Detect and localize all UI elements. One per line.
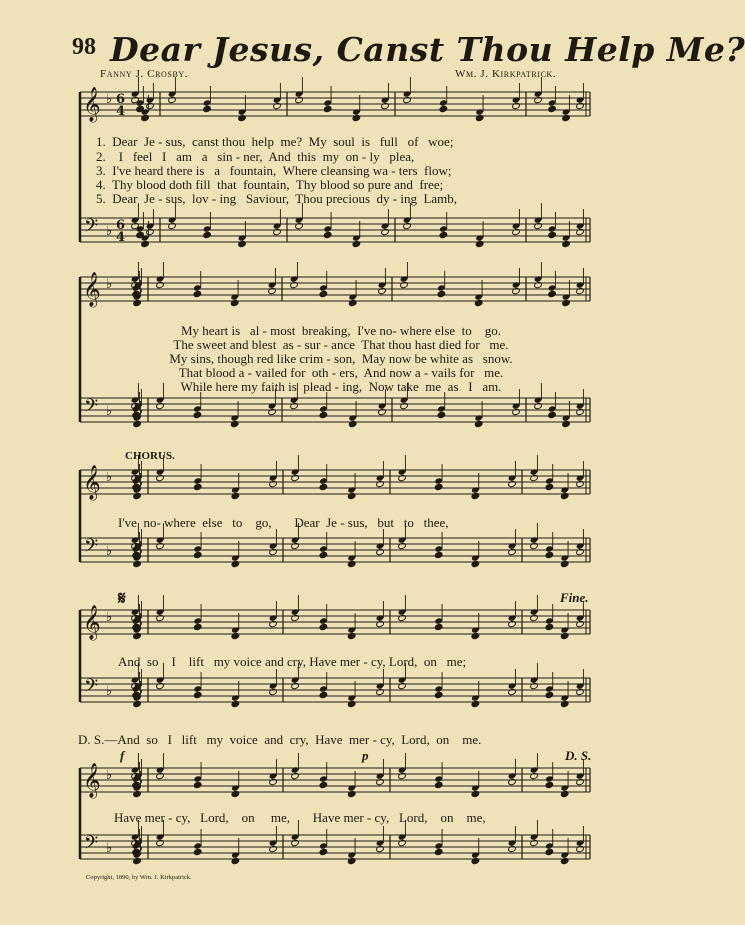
treble-clef-icon: 𝄞 — [83, 465, 101, 500]
bass-4-notehead — [156, 839, 165, 846]
bass-4-notehead — [560, 857, 569, 864]
treble-1-notehead — [400, 281, 409, 288]
treble-3-notehead — [376, 620, 385, 627]
treble-4-notehead — [576, 778, 585, 785]
bass-1-notehead — [378, 408, 387, 415]
bass-0-notehead — [141, 240, 150, 247]
flat-key-icon: ♭ — [106, 470, 113, 485]
verse-1-line-a: 1. Dear Je - sus, canst thou help me? My soul is full of woe; — [96, 134, 454, 149]
bass-3-notehead — [269, 688, 278, 695]
treble-clef-icon: 𝄞 — [83, 763, 101, 798]
treble-2-notehead — [133, 492, 142, 499]
treble-3-notehead — [347, 632, 356, 639]
treble-4-notehead — [508, 778, 517, 785]
treble-2-notehead — [471, 492, 480, 499]
treble-0-notehead — [534, 96, 543, 103]
flat-key-icon: ♭ — [106, 92, 113, 107]
treble-3-notehead — [530, 614, 539, 621]
treble-2-notehead — [347, 492, 356, 499]
treble-0-notehead — [381, 102, 390, 109]
treble-0-notehead — [146, 102, 155, 109]
treble-0-notehead — [562, 114, 571, 121]
treble-2-notehead — [376, 480, 385, 487]
verse-1-line-b: My heart is al - most breaking, I've no- where else to go. — [180, 323, 502, 338]
treble-2-notehead — [269, 480, 278, 487]
treble-3-notehead — [291, 614, 300, 621]
flat-key-icon: ♭ — [106, 841, 113, 856]
treble-3-notehead — [398, 614, 407, 621]
bass-4-notehead — [434, 848, 443, 855]
bass-1-notehead — [230, 420, 239, 427]
treble-4-notehead — [471, 790, 480, 797]
treble-0-notehead — [439, 105, 448, 112]
treble-0-notehead — [548, 105, 557, 112]
bass-1-notehead — [193, 411, 202, 418]
treble-1-notehead — [230, 299, 239, 306]
treble-1-notehead — [348, 299, 357, 306]
treble-2-notehead — [560, 492, 569, 499]
bass-3-notehead — [193, 691, 202, 698]
chorus-lyric-3: Have mer - cy, Lord, on me, Have mer - cy, Lord, on me, — [114, 810, 486, 825]
treble-4-notehead — [376, 778, 385, 785]
treble-4-notehead — [434, 781, 443, 788]
treble-4-notehead — [530, 772, 539, 779]
bass-4-notehead — [530, 839, 539, 846]
bass-0-notehead — [475, 240, 484, 247]
treble-clef-icon: 𝄞 — [83, 272, 101, 307]
treble-clef-icon: 𝄞 — [83, 605, 101, 640]
bass-2-notehead — [319, 551, 328, 558]
bass-4-notehead — [398, 839, 407, 846]
treble-4-notehead — [560, 790, 569, 797]
treble-1-notehead — [133, 299, 142, 306]
bass-3-notehead — [576, 688, 585, 695]
bass-3-notehead — [319, 691, 328, 698]
bass-2-notehead — [398, 542, 407, 549]
bass-2-notehead — [434, 551, 443, 558]
treble-2-notehead — [508, 480, 517, 487]
bass-0-notehead — [562, 240, 571, 247]
treble-3-notehead — [133, 632, 142, 639]
treble-4-notehead — [193, 781, 202, 788]
bass-0-notehead — [146, 228, 155, 235]
bass-4-notehead — [376, 845, 385, 852]
flat-key-icon: ♭ — [106, 610, 113, 625]
bass-0-notehead — [439, 231, 448, 238]
treble-3-notehead — [319, 623, 328, 630]
verse-3-line-b: My sins, though red like crim - son, May now be white as snow. — [169, 351, 513, 366]
treble-4-notehead — [545, 781, 554, 788]
treble-3-notehead — [156, 614, 165, 621]
page-number: 98 — [72, 34, 96, 60]
bass-0-notehead — [323, 231, 332, 238]
treble-4-notehead — [347, 790, 356, 797]
bass-0-notehead — [576, 228, 585, 235]
bass-2-notehead — [291, 542, 300, 549]
chorus-lyric-1: I've no- where else to go, Dear Je - sus, but to thee, — [118, 515, 449, 530]
bass-2-notehead — [530, 542, 539, 549]
treble-1-notehead — [268, 287, 277, 294]
treble-clef-icon: 𝄞 — [83, 87, 101, 122]
bass-2-notehead — [231, 560, 240, 567]
bass-3-notehead — [398, 682, 407, 689]
treble-1-notehead — [576, 287, 585, 294]
verse-4-line-b: That blood a - vailed for oth - ers, And now a - vails for me. — [178, 365, 504, 380]
treble-4-notehead — [269, 778, 278, 785]
bass-4-notehead — [193, 848, 202, 855]
treble-2-notehead — [576, 480, 585, 487]
treble-3-notehead — [471, 632, 480, 639]
bass-0-notehead — [352, 240, 361, 247]
treble-4-notehead — [398, 772, 407, 779]
treble-3-notehead — [231, 632, 240, 639]
bass-2-notehead — [545, 551, 554, 558]
bass-1-notehead — [156, 402, 165, 409]
bass-1-notehead — [562, 420, 571, 427]
bass-0-notehead — [295, 222, 304, 229]
verse-3-line-a: 3. I've heard there is a fountain, Where cleansing wa - ters flow; — [96, 163, 452, 178]
bass-1-notehead — [133, 420, 142, 427]
flat-key-icon: ♭ — [106, 544, 113, 559]
bass-2-notehead — [347, 560, 356, 567]
bass-4-notehead — [319, 848, 328, 855]
bass-0-notehead — [403, 222, 412, 229]
treble-1-notehead — [378, 287, 387, 294]
bass-2-notehead — [376, 548, 385, 555]
bass-3-notehead — [434, 691, 443, 698]
bass-0-notehead — [168, 222, 177, 229]
bass-2-notehead — [471, 560, 480, 567]
bass-3-notehead — [376, 688, 385, 695]
treble-0-notehead — [168, 96, 177, 103]
verse-5-line-a: 5. Dear Je - sus, lov - ing Saviour, Thou precious dy - ing Lamb, — [96, 191, 458, 206]
treble-2-notehead — [291, 474, 300, 481]
bass-0-notehead — [548, 231, 557, 238]
bass-clef-icon: 𝄢 — [84, 676, 99, 701]
treble-0-notehead — [576, 102, 585, 109]
bass-4-notehead — [508, 845, 517, 852]
treble-4-notehead — [156, 772, 165, 779]
bass-1-notehead — [268, 408, 277, 415]
bass-3-notehead — [347, 700, 356, 707]
bass-1-notehead — [474, 420, 483, 427]
bass-4-notehead — [133, 857, 142, 864]
treble-0-notehead — [273, 102, 282, 109]
treble-1-notehead — [437, 290, 446, 297]
bass-2-notehead — [269, 548, 278, 555]
treble-2-notehead — [193, 483, 202, 490]
bass-0-notehead — [534, 222, 543, 229]
treble-2-notehead — [231, 492, 240, 499]
treble-1-notehead — [562, 299, 571, 306]
treble-0-notehead — [403, 96, 412, 103]
bass-1-notehead — [319, 411, 328, 418]
treble-3-notehead — [560, 632, 569, 639]
bass-1-notehead — [548, 411, 557, 418]
bass-0-notehead — [512, 228, 521, 235]
bass-1-notehead — [534, 402, 543, 409]
treble-3-notehead — [269, 620, 278, 627]
treble-3-notehead — [576, 620, 585, 627]
treble-2-notehead — [319, 483, 328, 490]
bass-3-notehead — [560, 700, 569, 707]
time-signature-digit: 4 — [116, 230, 126, 245]
time-signature-digit: 4 — [116, 104, 126, 119]
chorus-lyric-2: And so I lift my voice and cry, Have mer - cy, Lord, on me; — [118, 654, 467, 669]
time-signature-digit: 6 — [116, 92, 126, 107]
bass-1-notehead — [576, 408, 585, 415]
bass-0-notehead — [203, 231, 212, 238]
treble-0-notehead — [323, 105, 332, 112]
bass-4-notehead — [576, 845, 585, 852]
treble-1-notehead — [290, 281, 299, 288]
composer-credit: Wm. J. Kirkpatrick. — [455, 68, 557, 80]
treble-3-notehead — [434, 623, 443, 630]
bass-clef-icon: 𝄢 — [84, 216, 99, 241]
bass-3-notehead — [471, 700, 480, 707]
bass-4-notehead — [471, 857, 480, 864]
bass-4-notehead — [545, 848, 554, 855]
dynamic-forte: f — [120, 748, 125, 763]
treble-2-notehead — [156, 474, 165, 481]
treble-4-notehead — [133, 790, 142, 797]
flat-key-icon: ♭ — [106, 684, 113, 699]
treble-2-notehead — [434, 483, 443, 490]
treble-3-notehead — [508, 620, 517, 627]
treble-1-notehead — [193, 290, 202, 297]
bass-0-notehead — [273, 228, 282, 235]
bass-clef-icon: 𝄢 — [84, 833, 99, 858]
bass-clef-icon: 𝄢 — [84, 396, 99, 421]
treble-2-notehead — [530, 474, 539, 481]
verse-2-line-b: The sweet and blest as - sur - ance That thou hast died for me. — [173, 337, 509, 352]
treble-4-notehead — [291, 772, 300, 779]
bass-1-notehead — [290, 402, 299, 409]
treble-3-notehead — [193, 623, 202, 630]
bass-clef-icon: 𝄢 — [84, 536, 99, 561]
treble-0-notehead — [475, 114, 484, 121]
treble-0-notehead — [512, 102, 521, 109]
flat-key-icon: ♭ — [106, 224, 113, 239]
bass-3-notehead — [545, 691, 554, 698]
bass-3-notehead — [291, 682, 300, 689]
ds-mark: D. S. — [565, 748, 592, 763]
bass-4-notehead — [291, 839, 300, 846]
bass-2-notehead — [133, 560, 142, 567]
treble-1-notehead — [474, 299, 483, 306]
treble-0-notehead — [352, 114, 361, 121]
treble-1-notehead — [534, 281, 543, 288]
verse-5-line-b: While here my faith is plead - ing, Now take me as I am. — [180, 379, 502, 394]
copyright-line: Copyright, 1890, by Wm. J. Kirkpatrick. — [86, 874, 192, 881]
bass-2-notehead — [576, 548, 585, 555]
flat-key-icon: ♭ — [106, 277, 113, 292]
treble-4-notehead — [231, 790, 240, 797]
verse-4-line-a: 4. Thy blood doth fill that fountain, Thy blood so pure and free; — [96, 177, 444, 192]
treble-0-notehead — [141, 114, 150, 121]
treble-1-notehead — [548, 290, 557, 297]
flat-key-icon: ♭ — [106, 768, 113, 783]
bass-2-notehead — [508, 548, 517, 555]
verse-2-line-a: 2. I feel I am a sin - ner, And this my on - ly plea, — [96, 149, 415, 164]
bass-4-notehead — [347, 857, 356, 864]
bass-1-notehead — [437, 411, 446, 418]
lyricist-credit: Fanny J. Crosby. — [100, 68, 189, 80]
treble-4-notehead — [319, 781, 328, 788]
ds-text-line: D. S.—And so I lift my voice and cry, Have mer - cy, Lord, on me. — [78, 732, 482, 747]
bass-3-notehead — [133, 700, 142, 707]
bass-0-notehead — [238, 240, 247, 247]
bass-1-notehead — [400, 402, 409, 409]
bass-4-notehead — [231, 857, 240, 864]
chorus-label: CHORUS. — [125, 450, 175, 462]
bass-3-notehead — [530, 682, 539, 689]
treble-0-notehead — [295, 96, 304, 103]
bass-2-notehead — [560, 560, 569, 567]
fine-mark: Fine. — [560, 590, 589, 605]
bass-0-notehead — [381, 228, 390, 235]
bass-1-notehead — [348, 420, 357, 427]
hymn-title: Dear Jesus, Canst Thou Help Me? — [110, 30, 745, 69]
dynamic-piano: p — [362, 748, 369, 763]
treble-1-notehead — [512, 287, 521, 294]
time-signature-digit: 6 — [116, 218, 126, 233]
treble-0-notehead — [238, 114, 247, 121]
segno-sign: 𝄋 — [118, 588, 126, 608]
bass-1-notehead — [512, 408, 521, 415]
bass-2-notehead — [156, 542, 165, 549]
treble-3-notehead — [545, 623, 554, 630]
bass-3-notehead — [156, 682, 165, 689]
bass-4-notehead — [269, 845, 278, 852]
bass-3-notehead — [508, 688, 517, 695]
bass-3-notehead — [231, 700, 240, 707]
treble-2-notehead — [545, 483, 554, 490]
treble-1-notehead — [319, 290, 328, 297]
flat-key-icon: ♭ — [106, 404, 113, 419]
treble-2-notehead — [398, 474, 407, 481]
bass-2-notehead — [193, 551, 202, 558]
treble-0-notehead — [203, 105, 212, 112]
treble-1-notehead — [156, 281, 165, 288]
